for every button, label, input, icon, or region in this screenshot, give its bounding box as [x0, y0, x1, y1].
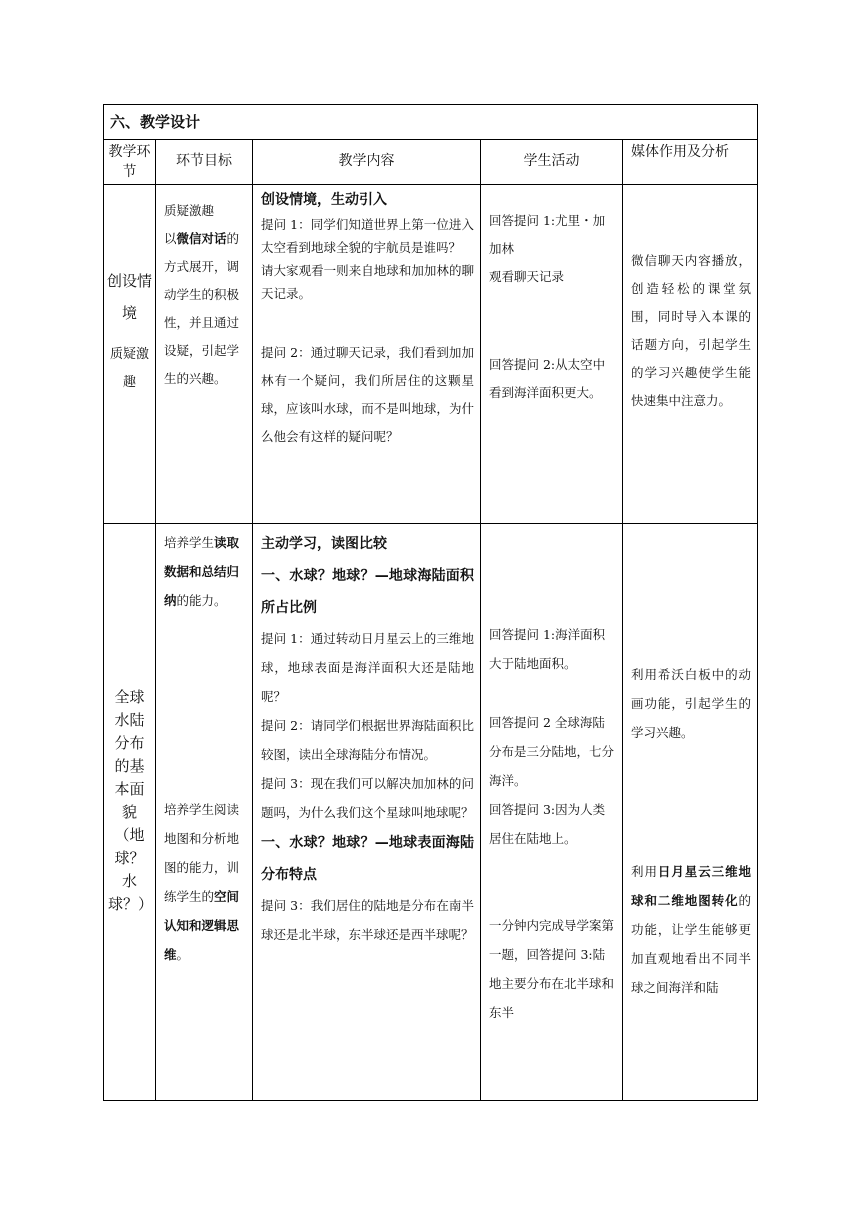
- media-cell: [623, 524, 758, 1101]
- media-pre: 利用: [631, 864, 658, 879]
- spacer: [261, 305, 474, 339]
- media-text-2: [623, 747, 757, 1002]
- header-goal: 环节目标: [176, 153, 232, 169]
- goal-line: 质疑激趣: [164, 203, 215, 218]
- goal-bold: 微信对话: [176, 231, 227, 246]
- goal-text: [156, 185, 252, 393]
- content-heading: 创设情境，生动引入: [261, 192, 387, 208]
- goal-cell: [156, 185, 253, 524]
- media-cell: [623, 185, 758, 524]
- table-row: [104, 524, 758, 1101]
- media-post: 的功能，让学生能够更加直观地看出不同半球之间海洋和陆: [631, 893, 752, 995]
- spacer: [489, 853, 616, 911]
- content-cell: [253, 524, 481, 1101]
- goal-post: 的方式展开，调动学生的积极性，并且通过设疑，引起学生的兴趣。: [164, 231, 240, 386]
- header-row: [104, 140, 758, 185]
- activity-cell: [481, 185, 623, 524]
- goal-bold: 读取数据和总结归纳: [164, 535, 240, 608]
- activity-text: [481, 524, 622, 1027]
- spacer: [489, 291, 616, 351]
- goal-pre: 培养学生: [164, 535, 215, 550]
- activity-answer-4: 一分钟内完成导学案第一题，回答提问 3:陆地主要分布在北半球和东半: [489, 918, 615, 1020]
- header-media: 媒体作用及分析: [631, 144, 729, 160]
- goal-text-1: [156, 524, 252, 615]
- stage-sub: 质疑激趣: [109, 347, 149, 390]
- goal-pre: 以: [164, 231, 177, 246]
- header-media-cell: [623, 140, 758, 185]
- stage-cell: [104, 185, 156, 524]
- activity-answer-2: 回答提问 2:从太空中看到海洋面积更大。: [489, 357, 606, 400]
- content-cell: [253, 185, 481, 524]
- activity-answer-3: 回答提问 3:因为人类居住在陆地上。: [489, 802, 606, 846]
- header-content-cell: [253, 140, 481, 185]
- content-question-4: 提问 3：我们居住的陆地是分布在南半球还是北半球，东半球还是西半球呢？: [261, 898, 474, 942]
- header-stage-cell: [104, 140, 156, 185]
- content-subheading-1: 一、水球？地球？—地球海陆面积所占比例: [261, 568, 474, 616]
- content-question-3: 提问 3：现在我们可以解决加加林的问题吗，为什么我们这个星球叫地球呢？: [261, 776, 474, 820]
- header-activity-cell: [481, 140, 623, 185]
- activity-answer-2: 回答提问 2 全球海陆分布是三分陆地，七分海洋。: [489, 715, 615, 788]
- content-instruction: 请大家观看一则来自地球和加加林的聊天记录。: [261, 263, 474, 301]
- title-row: [104, 105, 758, 140]
- header-stage: 教学环节: [108, 144, 151, 180]
- title-cell: [104, 105, 758, 140]
- table-row: [104, 185, 758, 524]
- goal-text-2: [156, 615, 252, 969]
- activity-text: [481, 185, 622, 407]
- goal-cell: [156, 524, 253, 1101]
- section-title: 六、教学设计: [110, 113, 201, 131]
- stage-main: 创设情境: [106, 272, 152, 322]
- media-text: 微信聊天内容播放，创造轻松的课堂氛围，同时导入本课的话题方向，引起学生的学习兴趣使学生能快速集中注意力。: [631, 253, 752, 408]
- media-text-1: 利用希沃白板中的动画功能，引起学生的学习兴趣。: [631, 667, 752, 740]
- content-text: [253, 185, 480, 451]
- goal-bold: 空间认知和逻辑思维: [164, 889, 240, 962]
- teaching-design-table: [103, 104, 758, 1101]
- content-question-2: 提问 2：请同学们根据世界海陆面积比较图，读出全球海陆分布情况。: [261, 718, 474, 762]
- stage-main: 全球水陆分布的基本面貌（地球？水球？）: [108, 688, 154, 913]
- header-goal-cell: [156, 140, 253, 185]
- activity-answer-1: 回答提问 1:尤里・加加林: [489, 213, 606, 256]
- content-question-2: 提问 2：通过聊天记录，我们看到加加林有一个疑问，我们所居住的这颗星球，应该叫水球，而不是叫地球，为什么他会有这样的疑问呢？: [261, 345, 474, 444]
- header-activity: 学生活动: [523, 153, 580, 169]
- stage-cell: [104, 524, 156, 1101]
- spacer: [489, 678, 616, 708]
- media-bold: 日月星云三维地球和二维地图转化: [631, 864, 752, 908]
- goal-pre: 培养学生阅读地图和分析地图的能力，训练学生的: [164, 802, 240, 904]
- goal-paragraph: [164, 225, 246, 393]
- activity-watch: 观看聊天记录: [489, 269, 565, 284]
- content-text: [253, 524, 480, 949]
- activity-cell: [481, 524, 623, 1101]
- content-question-1: 提问 1：通过转动日月星云上的三维地球，地球表面是海洋面积大还是陆地呢？: [261, 631, 474, 704]
- content-heading: 主动学习，读图比较: [261, 536, 387, 552]
- content-question-1: 提问 1：同学们知道世界上第一位进入太空看到地球全貌的宇航员是谁吗？: [261, 217, 474, 255]
- goal-post: 。: [176, 947, 190, 962]
- header-content: 教学内容: [338, 153, 395, 169]
- content-subheading-2: 一、水球？地球？—地球表面海陆分布特点: [261, 835, 474, 883]
- activity-answer-1: 回答提问 1:海洋面积大于陆地面积。: [489, 627, 606, 671]
- goal-post: 的能力。: [176, 593, 227, 608]
